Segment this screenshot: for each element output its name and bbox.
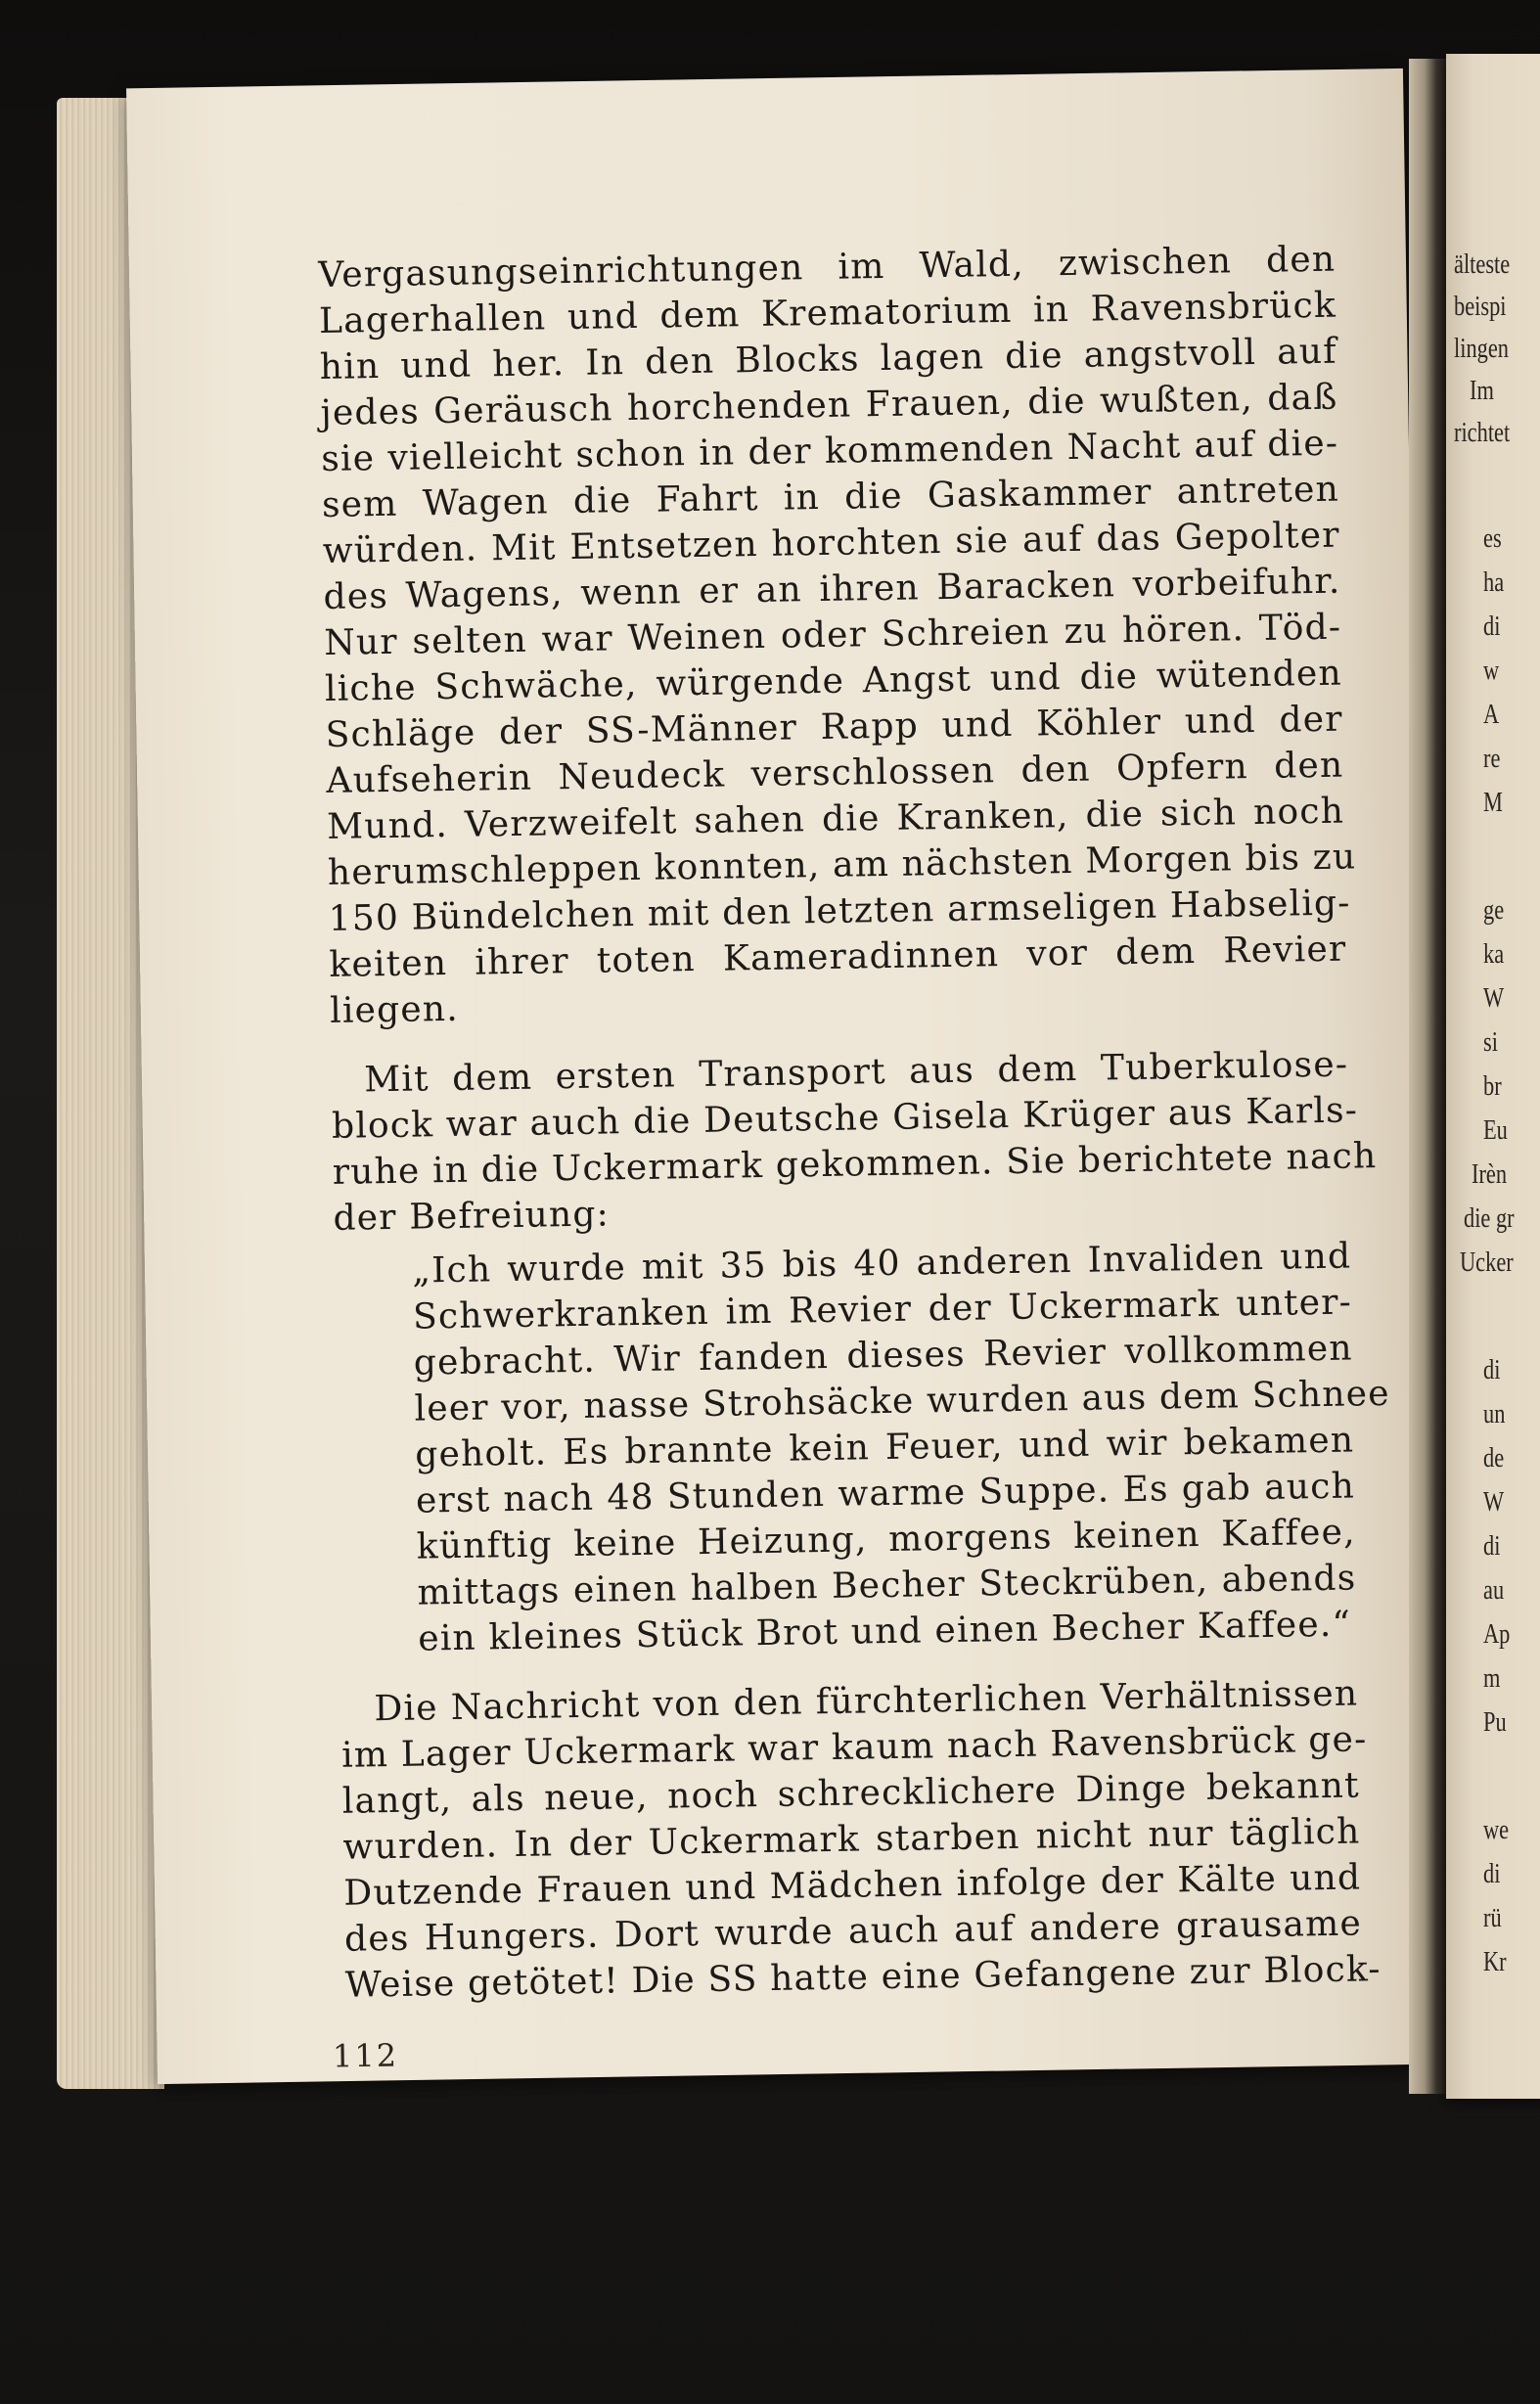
text-line: im Lager Uckermark war kaum nach Ravensbrück ge- [340,1719,1368,1776]
right-page-fragment: Im [1470,376,1494,406]
text-line: liegen. [329,988,460,1031]
right-page [1446,54,1540,2099]
page-number: 112 [332,2036,399,2075]
right-page-fragment: si [1483,1027,1498,1058]
right-page-fragment: beispi [1454,292,1507,322]
right-page-fragment: re [1483,744,1501,774]
text-line: Schwerkranken im Revier der Uckermark unter- [412,1282,1353,1338]
text-line: Lagerhallen und dem Krematorium in Ravensbrück [318,285,1337,341]
text-line: geholt. Es brannte kein Feuer, und wir bekamen [414,1420,1355,1475]
text-line: Die Nachricht von den fürchterlichen Verhältnissen [374,1673,1359,1730]
right-page-fragment: di [1483,1355,1501,1385]
text-line: ein kleines Stück Brot und einen Becher Kaffee.“ [417,1604,1352,1659]
right-page-fragment: w [1483,656,1500,686]
right-page-fragment: lingen [1454,334,1509,364]
right-page-fragment: di [1483,612,1501,642]
text-line: hin und her. In den Blocks lagen die angstvoll auf [319,331,1338,387]
right-page-fragment: de [1483,1443,1505,1474]
text-line: des Wagens, wenn er an ihren Baracken vorbeifuhr. [323,561,1341,617]
main-text [318,237,1391,2009]
right-page-fragment: M [1483,788,1503,818]
text-line: der Befreiung: [333,1194,611,1239]
right-page-fragment: älteste [1454,249,1511,280]
right-page-fragment: ka [1483,939,1505,970]
right-page-fragment: es [1483,523,1502,554]
right-page-fragment: Kr [1483,1947,1507,1977]
paragraph-1 [318,237,1357,1034]
right-page-fragment: au [1483,1575,1505,1606]
right-page-fragment: Irèn [1472,1159,1508,1190]
text-line: des Hungers. Dort wurde auch auf andere grausame [343,1903,1363,1960]
text-line: Aufseherin Neudeck verschlossen den Opfern den [326,745,1344,801]
right-page-fragment: di [1483,1531,1501,1562]
text-line: wurden. In der Uckermark starben nicht nur täglich [342,1811,1361,1868]
right-page-fragment: W [1483,1487,1505,1518]
right-page-fragment: m [1483,1663,1501,1694]
right-page-fragment: Pu [1483,1707,1507,1738]
right-page-fragment: A [1483,700,1500,730]
text-line: gebracht. Wir fanden dieses Revier vollkommen [413,1328,1354,1383]
text-line: Vergasungseinrichtungen im Wald, zwischen den [318,239,1336,295]
right-page-fragment: br [1483,1071,1502,1102]
text-line: erst nach 48 Stunden warme Suppe. Es gab auch [415,1466,1356,1521]
text-line: ruhe in die Uckermark gekommen. Sie berichtete nach [332,1136,1378,1193]
right-page-fragment: die gr [1464,1203,1515,1234]
paragraph-3 [340,1670,1381,2008]
text-line: leer vor, nasse Strohsäcke wurden aus dem Schnee [414,1373,1391,1429]
right-page-fragment: W [1483,983,1505,1014]
right-page-fragment: Ap [1483,1619,1511,1650]
text-line: Mund. Verzweifelt sahen die Kranken, die sich noch [326,791,1345,847]
text-line: Nur selten war Weinen oder Schreien zu hören. Töd- [323,607,1342,663]
text-line: Weise getötet! Die SS hatte eine Gefangene zur Block- [344,1949,1381,2006]
text-line: Schläge der SS-Männer Rapp und Köhler und der [325,699,1343,755]
text-line: „Ich wurde mit 35 bis 40 anderen Invaliden und [412,1236,1352,1292]
text-line: 150 Bündelchen mit den letzten armseligen Habselig- [328,883,1351,939]
text-line: mittags einen halben Becher Steckrüben, abends [417,1558,1357,1613]
right-page-fragment: Ucker [1460,1247,1514,1278]
right-page-fragment: ha [1483,567,1505,598]
text-line: jedes Geräusch horchenden Frauen, die wußten, daß [320,377,1338,433]
text-line: künftig keine Heizung, morgens keinen Kaffee, [416,1512,1356,1567]
text-line: würden. Mit Entsetzen horchten sie auf das Gepolter [322,515,1340,571]
text-line: langt, als neue, noch schrecklichere Dinge bekannt [341,1765,1361,1822]
right-page-fragment: un [1483,1399,1506,1429]
text-line: block war auch die Deutsche Gisela Krüger aus Karls- [331,1090,1359,1147]
text-line: Mit dem ersten Transport aus dem Tuberkulose- [363,1044,1349,1101]
right-page-fragment: Eu [1483,1115,1508,1146]
text-line: herumschleppen konnten, am nächsten Morgen bis zu [327,837,1357,893]
quotation [334,1234,1391,1663]
book-gutter [1409,59,1448,2094]
right-page-fragment: richtet [1454,418,1511,448]
text-line: keiten ihrer toten Kameradinnen vor dem Revier [329,929,1347,985]
right-page-fragment: di [1483,1859,1501,1889]
text-line: sie vielleicht schon in der kommenden Nacht auf die- [321,423,1339,479]
text-line: sem Wagen die Fahrt in die Gaskammer antreten [321,469,1340,525]
text-line: Dutzende Frauen und Mädchen infolge der Kälte und [343,1857,1362,1914]
text-line: liche Schwäche, würgende Angst und die wütenden [324,653,1343,709]
paragraph-2 [331,1042,1378,1242]
right-page-fragment: we [1483,1815,1510,1845]
right-page-fragment: rü [1483,1903,1502,1933]
right-page-fragment: ge [1483,895,1505,926]
